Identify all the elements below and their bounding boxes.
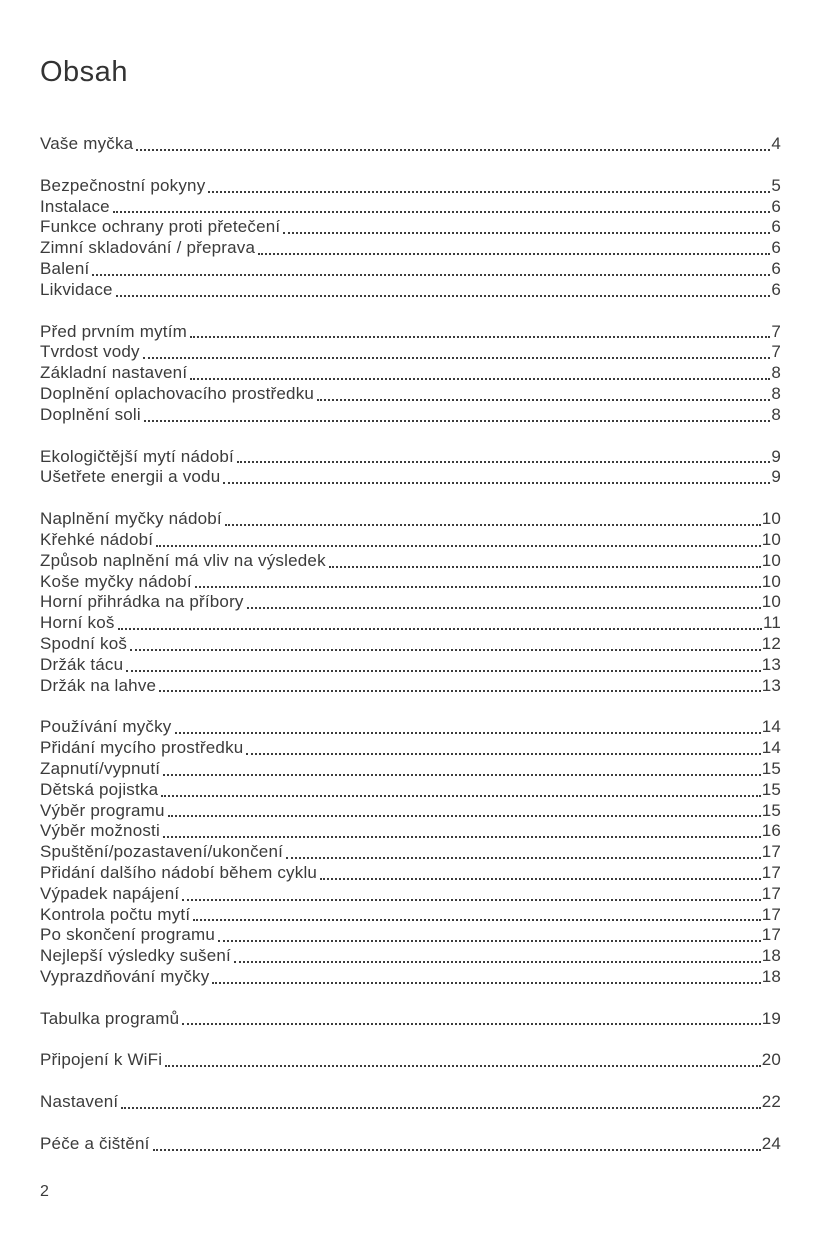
toc-entry-page-number: 14 [761, 738, 781, 758]
toc-entry-page-number: 18 [761, 946, 781, 966]
toc-entry-label: Připojení k WiFi [40, 1050, 163, 1070]
toc-entry [40, 842, 781, 863]
toc-leader-dots [156, 545, 761, 547]
toc-section [40, 322, 781, 426]
toc-entry [40, 925, 781, 946]
toc-entry-label: Naplnění myčky nádobí [40, 509, 222, 529]
toc-entry [40, 634, 781, 655]
toc-entry-label: Tvrdost vody [40, 342, 140, 362]
toc-leader-dots [136, 149, 770, 151]
toc-entry-page-number: 10 [761, 571, 781, 591]
toc-entry-label: Dětská pojistka [40, 779, 159, 799]
toc-entry-page-number: 4 [771, 134, 781, 153]
toc-entry-page-number: 13 [761, 654, 781, 674]
toc-entry-label: Horní koš [40, 613, 115, 633]
toc-leader-dots [218, 940, 761, 942]
toc-entry-page-number: 6 [771, 258, 781, 278]
toc-leader-dots [190, 378, 770, 380]
toc-section [40, 1092, 781, 1113]
toc-entry [40, 405, 781, 426]
toc-entry-page-number: 6 [771, 196, 781, 216]
toc-entry-page-number: 15 [761, 758, 781, 778]
toc-entry [40, 1134, 781, 1155]
toc-entry-label: Před prvním mytím [40, 321, 187, 341]
toc-leader-dots [153, 1149, 761, 1151]
toc-entry [40, 280, 781, 301]
toc-entry-label: Balení [40, 258, 90, 278]
toc-entry [40, 384, 781, 405]
toc-entry [40, 759, 781, 780]
toc-entry [40, 322, 781, 343]
toc-entry [40, 967, 781, 988]
toc-section [40, 1009, 781, 1030]
toc-leader-dots [165, 1065, 760, 1067]
toc-entry-page-number: 14 [761, 717, 781, 737]
toc-entry-page-number: 9 [771, 446, 781, 466]
toc-entry [40, 176, 781, 197]
toc-section [40, 176, 781, 301]
toc-leader-dots [118, 628, 762, 630]
toc-leader-dots [121, 1107, 760, 1109]
toc-leader-dots [163, 774, 761, 776]
toc-entry [40, 1092, 781, 1113]
toc-entry-page-number: 16 [761, 821, 781, 841]
toc-leader-dots [195, 586, 761, 588]
toc-leader-dots [175, 732, 761, 734]
toc-entry-label: Držák tácu [40, 654, 124, 674]
toc-entry-label: Vyprazdňování myčky [40, 966, 210, 986]
toc-entry [40, 238, 781, 259]
toc-entry-label: Funkce ochrany proti přetečení [40, 217, 281, 237]
toc-leader-dots [126, 670, 760, 672]
toc-entry [40, 197, 781, 218]
toc-entry-page-number: 24 [761, 1134, 781, 1154]
toc-entry-label: Spodní koš [40, 633, 128, 653]
toc-leader-dots [225, 524, 761, 526]
toc-entry-label: Držák na lahve [40, 675, 157, 695]
toc-entry-label: Tabulka programů [40, 1008, 180, 1028]
toc-entry-label: Likvidace [40, 279, 113, 299]
toc-leader-dots [190, 336, 770, 338]
toc-entry [40, 801, 781, 822]
toc-entry-label: Doplnění oplachovacího prostředku [40, 383, 315, 403]
toc-entry [40, 259, 781, 280]
toc-entry-page-number: 17 [761, 925, 781, 945]
toc-entry [40, 863, 781, 884]
toc-entry [40, 530, 781, 551]
toc-entry-label: Výpadek napájení [40, 883, 180, 903]
toc-entry-page-number: 12 [761, 633, 781, 653]
toc-entry-page-number: 9 [771, 467, 781, 487]
toc-entry-label: Zapnutí/vypnutí [40, 758, 161, 778]
toc-entry-label: Doplnění soli [40, 404, 141, 424]
toc-leader-dots [317, 399, 770, 401]
toc-section [40, 134, 781, 155]
toc-entry-label: Přidání mycího prostředku [40, 738, 244, 758]
toc-entry [40, 905, 781, 926]
toc-leader-dots [168, 815, 761, 817]
toc-leader-dots [286, 857, 761, 859]
toc-entry-label: Ušetřete energii a vodu [40, 467, 221, 487]
toc-entry [40, 613, 781, 634]
toc-leader-dots [161, 795, 760, 797]
toc-entry [40, 551, 781, 572]
toc-leader-dots [130, 649, 761, 651]
footer-page-number: 2 [40, 1183, 50, 1200]
toc-entry-label: Spuštění/pozastavení/ukončení [40, 842, 284, 862]
toc-entry-label: Kontrola počtu mytí [40, 904, 191, 924]
toc-leader-dots [208, 191, 770, 193]
toc-entry-label: Po skončení programu [40, 925, 216, 945]
toc-entry [40, 363, 781, 384]
toc-entry-label: Horní přihrádka na příbory [40, 592, 244, 612]
toc-leader-dots [223, 482, 770, 484]
toc-entry [40, 1050, 781, 1071]
toc-entry [40, 821, 781, 842]
toc-leader-dots [212, 982, 760, 984]
toc-entry-label: Nejlepší výsledky sušení [40, 946, 231, 966]
toc-leader-dots [92, 274, 770, 276]
toc-section [40, 1134, 781, 1155]
toc-entry-page-number: 17 [761, 842, 781, 862]
toc-entry [40, 467, 781, 488]
toc-entry-page-number: 15 [761, 800, 781, 820]
toc-entry-page-number: 17 [761, 862, 781, 882]
toc-entry-page-number: 18 [761, 966, 781, 986]
toc-entry [40, 447, 781, 468]
toc-entry [40, 572, 781, 593]
toc-leader-dots [258, 253, 770, 255]
toc-leader-dots [163, 836, 761, 838]
toc-leader-dots [193, 919, 760, 921]
toc-leader-dots [234, 961, 761, 963]
toc-entry [40, 676, 781, 697]
toc-entry-page-number: 8 [771, 383, 781, 403]
toc-leader-dots [113, 211, 771, 213]
toc-entry-page-number: 10 [761, 529, 781, 549]
toc-entry [40, 738, 781, 759]
toc-entry-page-number: 8 [771, 363, 781, 383]
toc-leader-dots [144, 420, 770, 422]
toc-leader-dots [159, 690, 760, 692]
toc-entry-page-number: 10 [761, 550, 781, 570]
toc-entry [40, 134, 781, 155]
toc-entry-page-number: 6 [771, 279, 781, 299]
toc-entry-label: Bezpečnostní pokyny [40, 175, 206, 195]
toc-entry-page-number: 11 [762, 613, 781, 633]
toc-entry-page-number: 22 [761, 1092, 781, 1112]
toc-entry-page-number: 7 [771, 321, 781, 341]
toc-entry-page-number: 17 [761, 883, 781, 903]
toc-entry-label: Zimní skladování / přeprava [40, 238, 256, 258]
toc-entry [40, 946, 781, 967]
toc-leader-dots [182, 899, 760, 901]
toc-entry [40, 509, 781, 530]
toc-entry-label: Instalace [40, 196, 110, 216]
toc-section [40, 717, 781, 987]
toc-leader-dots [247, 607, 761, 609]
toc-entry-page-number: 17 [761, 904, 781, 924]
toc-entry-page-number: 19 [761, 1008, 781, 1028]
toc-entry [40, 592, 781, 613]
toc-entry [40, 655, 781, 676]
toc-entry-label: Křehké nádobí [40, 529, 154, 549]
table-of-contents [40, 134, 781, 1155]
toc-leader-dots [283, 232, 770, 234]
toc-entry [40, 217, 781, 238]
toc-leader-dots [143, 357, 771, 359]
toc-entry-page-number: 8 [771, 404, 781, 424]
toc-entry-label: Koše myčky nádobí [40, 571, 192, 591]
toc-entry [40, 342, 781, 363]
toc-entry-page-number: 7 [771, 342, 781, 362]
toc-leader-dots [116, 295, 771, 297]
toc-entry-label: Používání myčky [40, 717, 172, 737]
toc-section [40, 1050, 781, 1071]
toc-leader-dots [329, 566, 761, 568]
toc-entry-page-number: 15 [761, 779, 781, 799]
toc-entry-page-number: 13 [761, 675, 781, 695]
toc-entry [40, 717, 781, 738]
toc-leader-dots [182, 1023, 760, 1025]
toc-entry-page-number: 20 [761, 1050, 781, 1070]
page-title: Obsah [40, 56, 128, 88]
toc-entry-label: Přidání dalšího nádobí během cyklu [40, 862, 318, 882]
toc-entry-label: Způsob naplnění má vliv na výsledek [40, 550, 326, 570]
toc-entry [40, 884, 781, 905]
toc-section [40, 509, 781, 696]
toc-entry-label: Péče a čištění [40, 1134, 150, 1154]
toc-entry-label: Ekologičtější mytí nádobí [40, 446, 234, 466]
toc-entry-page-number: 6 [771, 217, 781, 237]
toc-entry [40, 780, 781, 801]
toc-entry [40, 1009, 781, 1030]
toc-entry-page-number: 10 [761, 592, 781, 612]
toc-entry-label: Výběr programu [40, 800, 165, 820]
toc-entry-page-number: 5 [771, 175, 781, 195]
toc-entry-label: Nastavení [40, 1092, 119, 1112]
toc-leader-dots [237, 461, 770, 463]
toc-entry-label: Vaše myčka [40, 134, 134, 153]
toc-leader-dots [246, 753, 760, 755]
toc-leader-dots [320, 878, 761, 880]
toc-entry-label: Výběr možnosti [40, 821, 160, 841]
toc-entry-page-number: 10 [761, 509, 781, 529]
toc-section [40, 447, 781, 489]
toc-entry-page-number: 6 [771, 238, 781, 258]
toc-entry-label: Základní nastavení [40, 363, 188, 383]
